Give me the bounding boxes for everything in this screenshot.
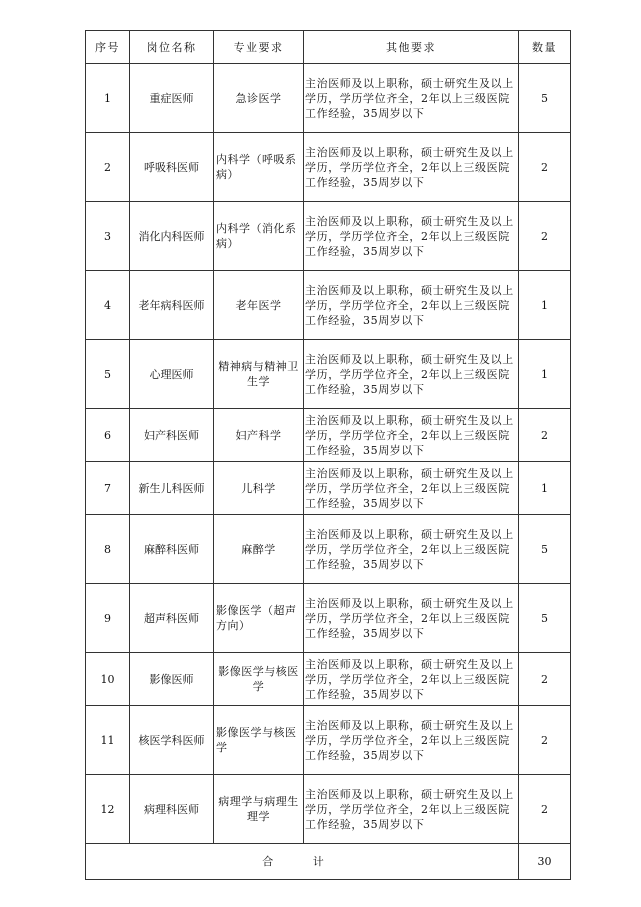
row-major: 精神病与精神卫生学: [214, 340, 304, 409]
row-count: 1: [519, 340, 571, 409]
row-count: 2: [519, 775, 571, 844]
row-other-requirements: 主治医师及以上职称，硕士研究生及以上学历，学历学位齐全，2年以上三级医院工作经验，35周岁以下: [304, 202, 519, 271]
row-major: 老年医学: [214, 271, 304, 340]
row-other-requirements: 主治医师及以上职称，硕士研究生及以上学历，学历学位齐全，2年以上三级医院工作经验，35周岁以下: [304, 340, 519, 409]
row-other-requirements: 主治医师及以上职称，硕士研究生及以上学历，学历学位齐全，2年以上三级医院工作经验，35周岁以下: [304, 133, 519, 202]
table-row: [86, 133, 571, 202]
row-other-requirements: 主治医师及以上职称，硕士研究生及以上学历，学历学位齐全，2年以上三级医院工作经验，35周岁以下: [304, 271, 519, 340]
table-row: [86, 706, 571, 775]
header-major: 专业要求: [214, 31, 304, 64]
row-count: 5: [519, 64, 571, 133]
row-count: 1: [519, 462, 571, 515]
row-index: 8: [86, 515, 130, 584]
row-count: 2: [519, 202, 571, 271]
row-index: 3: [86, 202, 130, 271]
row-position: 超声科医师: [130, 584, 214, 653]
row-position: 病理科医师: [130, 775, 214, 844]
row-position: 影像医师: [130, 653, 214, 706]
row-major: 内科学（消化系病）: [214, 202, 304, 271]
header-other-requirements: 其他要求: [304, 31, 519, 64]
table-row: [86, 653, 571, 706]
table-row: [86, 584, 571, 653]
row-major: 影像医学与核医学: [214, 706, 304, 775]
row-index: 11: [86, 706, 130, 775]
row-count: 2: [519, 133, 571, 202]
row-position: 新生儿科医师: [130, 462, 214, 515]
row-position: 妇产科医师: [130, 409, 214, 462]
row-index: 5: [86, 340, 130, 409]
row-position: 老年病科医师: [130, 271, 214, 340]
row-index: 1: [86, 64, 130, 133]
row-other-requirements: 主治医师及以上职称，硕士研究生及以上学历，学历学位齐全，2年以上三级医院工作经验，35周岁以下: [304, 775, 519, 844]
recruitment-table: [85, 30, 571, 880]
row-major: 麻醉学: [214, 515, 304, 584]
row-position: 重症医师: [130, 64, 214, 133]
table-row: [86, 340, 571, 409]
header-count: 数量: [519, 31, 571, 64]
row-position: 麻醉科医师: [130, 515, 214, 584]
row-major: 儿科学: [214, 462, 304, 515]
row-position: 核医学科医师: [130, 706, 214, 775]
row-other-requirements: 主治医师及以上职称，硕士研究生及以上学历，学历学位齐全，2年以上三级医院工作经验，35周岁以下: [304, 515, 519, 584]
table-row: [86, 775, 571, 844]
row-index: 2: [86, 133, 130, 202]
row-index: 10: [86, 653, 130, 706]
row-index: 6: [86, 409, 130, 462]
total-row: [86, 844, 571, 880]
row-count: 1: [519, 271, 571, 340]
row-index: 4: [86, 271, 130, 340]
header-position: 岗位名称: [130, 31, 214, 64]
row-index: 12: [86, 775, 130, 844]
row-major: 影像医学（超声方向）: [214, 584, 304, 653]
table-header-row: [86, 31, 571, 64]
header-index: 序号: [86, 31, 130, 64]
row-major: 妇产科学: [214, 409, 304, 462]
row-other-requirements: 主治医师及以上职称，硕士研究生及以上学历，学历学位齐全，2年以上三级医院工作经验，35周岁以下: [304, 706, 519, 775]
table-row: [86, 64, 571, 133]
row-count: 2: [519, 653, 571, 706]
row-other-requirements: 主治医师及以上职称，硕士研究生及以上学历，学历学位齐全，2年以上三级医院工作经验，35周岁以下: [304, 584, 519, 653]
row-index: 9: [86, 584, 130, 653]
total-count: 30: [519, 844, 571, 880]
total-label: 合 计: [86, 844, 519, 880]
table-row: [86, 462, 571, 515]
row-index: 7: [86, 462, 130, 515]
row-count: 5: [519, 515, 571, 584]
row-other-requirements: 主治医师及以上职称，硕士研究生及以上学历，学历学位齐全，2年以上三级医院工作经验，35周岁以下: [304, 462, 519, 515]
table-row: [86, 515, 571, 584]
table-row: [86, 409, 571, 462]
row-position: 呼吸科医师: [130, 133, 214, 202]
table-row: [86, 202, 571, 271]
row-major: 内科学（呼吸系病）: [214, 133, 304, 202]
row-position: 心理医师: [130, 340, 214, 409]
row-count: 2: [519, 409, 571, 462]
row-other-requirements: 主治医师及以上职称，硕士研究生及以上学历，学历学位齐全，2年以上三级医院工作经验，35周岁以下: [304, 64, 519, 133]
row-major: 病理学与病理生理学: [214, 775, 304, 844]
row-position: 消化内科医师: [130, 202, 214, 271]
row-major: 急诊医学: [214, 64, 304, 133]
row-other-requirements: 主治医师及以上职称，硕士研究生及以上学历，学历学位齐全，2年以上三级医院工作经验，35周岁以下: [304, 409, 519, 462]
row-count: 5: [519, 584, 571, 653]
row-major: 影像医学与核医学: [214, 653, 304, 706]
row-count: 2: [519, 706, 571, 775]
row-other-requirements: 主治医师及以上职称，硕士研究生及以上学历，学历学位齐全，2年以上三级医院工作经验，35周岁以下: [304, 653, 519, 706]
table-row: [86, 271, 571, 340]
